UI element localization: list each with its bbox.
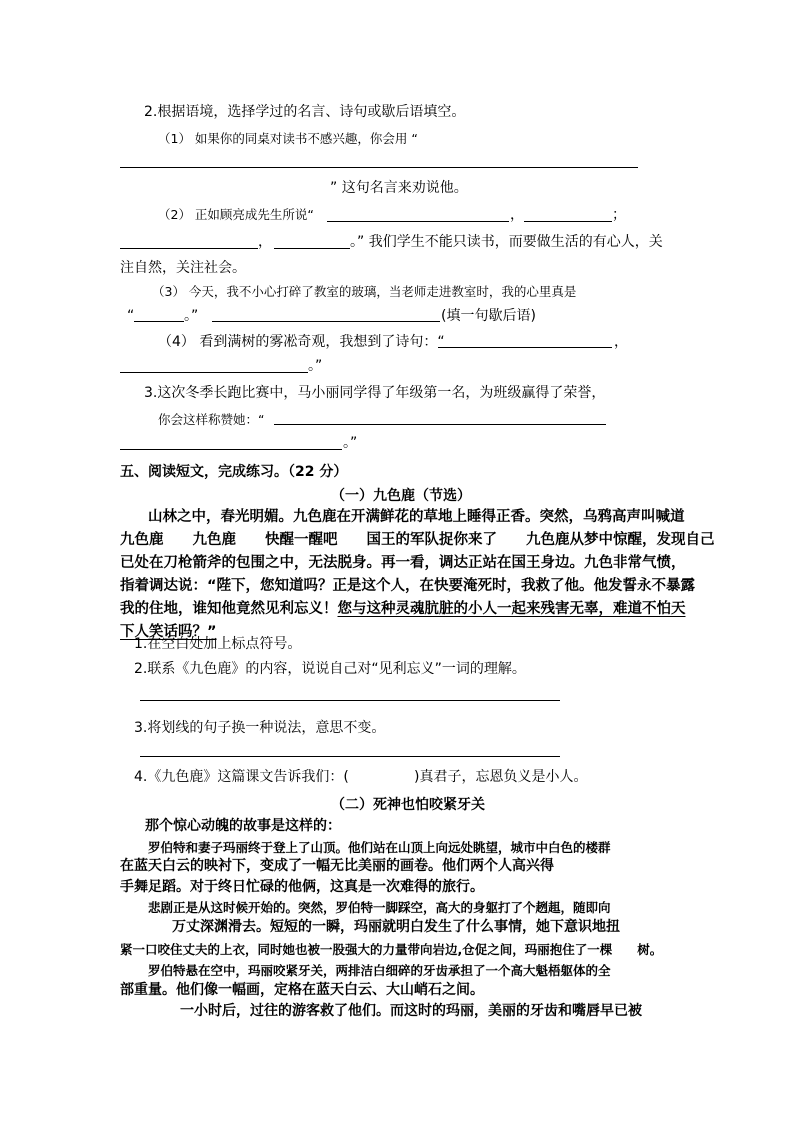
q2-sub3-blank-1[interactable] [134, 321, 184, 322]
q2-sub2-semicolon: ； [612, 207, 626, 223]
passage-1-line-4: 指着调达说：“陛下，您知道吗？正是这个人，在快要淹死时，我救了他。他发誓永不暴露 [120, 578, 696, 594]
q3-blank-1[interactable] [274, 424, 606, 425]
q2-sub2-comma: ， [510, 207, 524, 223]
q2-sub2-blank-1[interactable] [327, 221, 509, 222]
q2-sub3-open-quote: “ [127, 308, 135, 324]
passage-2-line-4: 手舞足蹈。对于终日忙碌的他俩，这真是一次难得的旅行。 [120, 879, 484, 895]
passage-1-question-3: 3.将划线的句子换一种说法，意思不变。 [134, 720, 386, 736]
passage-2-line-2: 罗伯特和妻子玛丽终于登上了山顶。他们站在山顶上向远处眺望，城市中白色的楼群 [148, 840, 611, 855]
passage-1-underlined-sentence-2: 下人笑话吗？” [120, 624, 217, 640]
passage-1-question-4-prompt: 4.《九色鹿》这篇课文告诉我们：( [134, 769, 349, 785]
passage-2-line-1: 那个惊心动魄的故事是这样的： [145, 818, 341, 834]
q2-sub2-tail: 。” 我们学生不能只读书，而要做生活的有心人，关 [350, 234, 663, 250]
q2-sub3-prompt: （3） 今天，我不小心打碎了教室的玻璃，当老师走进教室时，我的心里真是 [152, 284, 577, 299]
q2-sub3-period: 。” [184, 308, 199, 324]
passage-2-line-6: 万丈深渊滑去。短短的一瞬，玛丽就明白发生了什么事情，她下意识地扭 [172, 919, 620, 935]
passage-2-line-3: 在蓝天白云的映衬下，变成了一幅无比美丽的画卷。他们两个人高兴得 [120, 858, 554, 874]
passage-1-question-2-answer-line[interactable] [140, 700, 560, 701]
q3-end: 。” [343, 435, 358, 451]
q2-sub3-blank-2[interactable] [212, 321, 440, 322]
q3-title: 3.这次冬季长跑比赛中，马小丽同学得了年级第一名，为班级赢得了荣誉， [144, 385, 606, 401]
q2-sub4-end: 。” [308, 358, 323, 374]
q2-sub2-prompt: （2） 正如顾亮成先生所说“ [158, 207, 314, 222]
passage-1-line-1: 山林之中，春光明媚。九色鹿在开满鲜花的草地上睡得正香。突然，乌鸦高声叫喊道 [148, 509, 685, 525]
q2-sub2-blank-3[interactable] [120, 248, 258, 249]
q2-title: 2.根据语境，选择学过的名言、诗句或歇后语填空。 [144, 104, 466, 120]
passage-2-line-9: 部重量。他们像一幅画，定格在蓝天白云、大山峭石之间。 [120, 982, 484, 998]
passage-2-title: （二）死神也怕咬紧牙关 [331, 797, 485, 813]
q2-sub3-hint: (填一句歇后语) [441, 308, 536, 324]
q2-sub2-blank-2[interactable] [524, 221, 612, 222]
passage-1-line-5 [120, 600, 686, 618]
q2-sub4-prompt: （4） 看到满树的雾凇奇观，我想到了诗句：“ [158, 334, 445, 350]
passage-2-line-5: 悲剧正是从这时候开始的。突然，罗伯特一脚踩空，高大的身躯打了个趔趄，随即向 [148, 900, 611, 915]
q2-sub1-tail: ” 这句名言来劝说他。 [330, 180, 468, 196]
passage-2-line-8: 罗伯特悬在空中，玛丽咬紧牙关，两排洁白细碎的牙齿承担了一个高大魁梧躯体的全 [148, 963, 611, 978]
q2-sub2-blank-4[interactable] [274, 248, 350, 249]
section-5-heading: 五、阅读短文，完成练习。（22 分） [120, 464, 348, 480]
q2-sub4-blank-1[interactable] [438, 347, 612, 348]
q2-sub4-comma: ， [614, 334, 628, 350]
q3-blank-2[interactable] [120, 449, 342, 450]
q3-praise-prompt: 你会这样称赞她：“ [158, 412, 265, 427]
passage-1-line-2: 九色鹿 九色鹿 快醒一醒吧 国王的军队捉你来了 九色鹿从梦中惊醒，发现自己 [120, 532, 715, 548]
passage-1-line-3: 已处在刀枪箭斧的包围之中，无法脱身。再一看，调达正站在国王身边。九色非常气愤， [120, 555, 686, 571]
passage-1-title: （一）九色鹿（节选） [331, 488, 471, 504]
q2-sub4-blank-2[interactable] [120, 372, 308, 373]
passage-1-underlined-sentence-1: 您与这种灵魂肮脏的小人一起来残害无辜，难道不怕天 [337, 601, 686, 617]
passage-1-question-3-answer-line[interactable] [140, 756, 560, 757]
q2-sub2-comma-2: ， [258, 234, 272, 250]
q2-sub1-prompt: （1） 如果你的同桌对读书不感兴趣，你会用 “ [158, 131, 418, 146]
passage-1-question-4-tail: )真君子，忘恩负义是小人。 [414, 769, 588, 785]
passage-1-line-5-text: 我的住地，谁知他竟然见利忘义！ [120, 601, 338, 617]
passage-2-line-7: 紧一口咬住丈夫的上衣，同时她也被一股强大的力量带向岩边,仓促之间，玛丽抱住了一棵 树。 [120, 942, 663, 957]
q2-sub2-tail-2: 注自然，关注社会。 [120, 260, 246, 276]
passage-2-line-10: 一小时后，过往的游客救了他们。而这时的玛丽，美丽的牙齿和嘴唇早已被 [180, 1003, 642, 1019]
q2-sub1-blank[interactable] [120, 167, 638, 168]
passage-1-question-2: 2.联系《九色鹿》的内容，说说自己对“见利忘义”一词的理解。 [134, 661, 526, 677]
passage-1-question-1: 1.在空白处加上标点符号。 [134, 636, 302, 652]
